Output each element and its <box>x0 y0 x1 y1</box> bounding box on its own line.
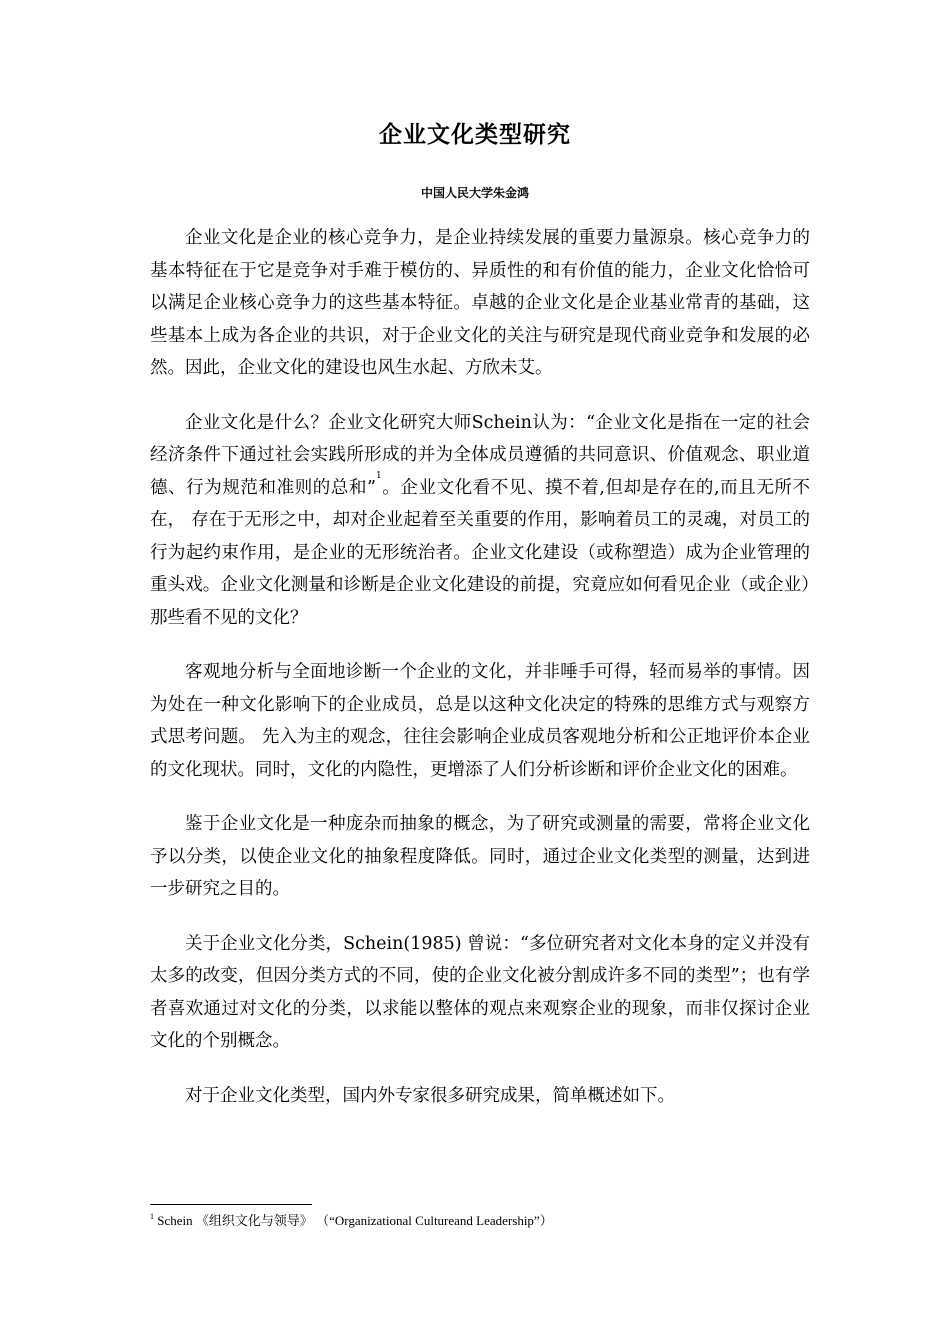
footnote-marker: 1 <box>150 1212 154 1221</box>
footnote-text: Schein 《组织文化与领导》 （“Organizational Cultureand Leadership”） <box>154 1213 553 1228</box>
footnote <box>150 1213 553 1229</box>
document-body <box>150 222 810 1134</box>
footnote-reference[interactable]: 1 <box>375 470 382 481</box>
paragraph-2 <box>150 407 810 635</box>
author-line: 中国人民大学朱金鸿 <box>420 186 529 200</box>
paragraph-3: 客观地分析与全面地诊断一个企业的文化，并非唾手可得，轻而易举的事情。因为处在一种文化影响下的企业成员，总是以这种文化决定的特殊的思维方式与观察方式思考问题。 先入为主的观念，往往会影响企业成员客观地分析和公正地评价本企业的文化现状。同时，文化的内隐性，更增添了人们分析诊断和评价企业文化的困难。 <box>150 662 810 780</box>
paragraph-2-part-1: 企业文化是什么？企业文化研究大师Schein认为：“企业文化是指在一定的社会经济条件下通过社会实践所形成的并为全体成员遵循的共同意识、价值观念、职业道德、行为规范和准则的总和” <box>150 412 810 498</box>
paragraph-2-part-2: 。企业文化看不见、摸不着,但却是存在的,而且无所不在， 存在于无形之中，却对企业起着至关重要的作用，影响着员工的灵魂，对员工的行为起约束作用，是企业的无形统治者。企业文化建设（或称塑造）成为企业管理的重头戏。企业文化测量和诊断是企业文化建设的前提，究竟应如何看见企业（或企业）那些看不见的文化？ <box>150 477 810 628</box>
paragraph-1: 企业文化是企业的核心竞争力，是企业持续发展的重要力量源泉。核心竞争力的基本特征在于它是竞争对手难于模仿的、异质性的和有价值的能力，企业文化恰恰可以满足企业核心竞争力的这些基本特征。卓越的企业文化是企业基业常青的基础，这些基本上成为各企业的共识，对于企业文化的关注与研究是现代商业竞争和发展的必然。因此，企业文化的建设也风生水起、方欣未艾。 <box>150 228 810 378</box>
paragraph-6: 对于企业文化类型，国内外专家很多研究成果，简单概述如下。 <box>185 1085 675 1106</box>
document-title: 企业文化类型研究 <box>379 122 571 148</box>
paragraph-5: 关于企业文化分类，Schein(1985) 曾说：“多位研究者对文化本身的定义并没有太多的改变，但因分类方式的不同，使的企业文化被分割成许多不同的类型”；也有学者喜欢通过对文化的分类，以求能以整体的观点来观察企业的现象，而非仅探讨企业文化的个别概念。 <box>150 933 810 1051</box>
footnote-separator <box>150 1204 312 1205</box>
paragraph-4: 鉴于企业文化是一种庞杂而抽象的概念，为了研究或测量的需要，常将企业文化予以分类，以使企业文化的抽象程度降低。同时，通过企业文化类型的测量，达到进一步研究之目的。 <box>150 814 810 899</box>
